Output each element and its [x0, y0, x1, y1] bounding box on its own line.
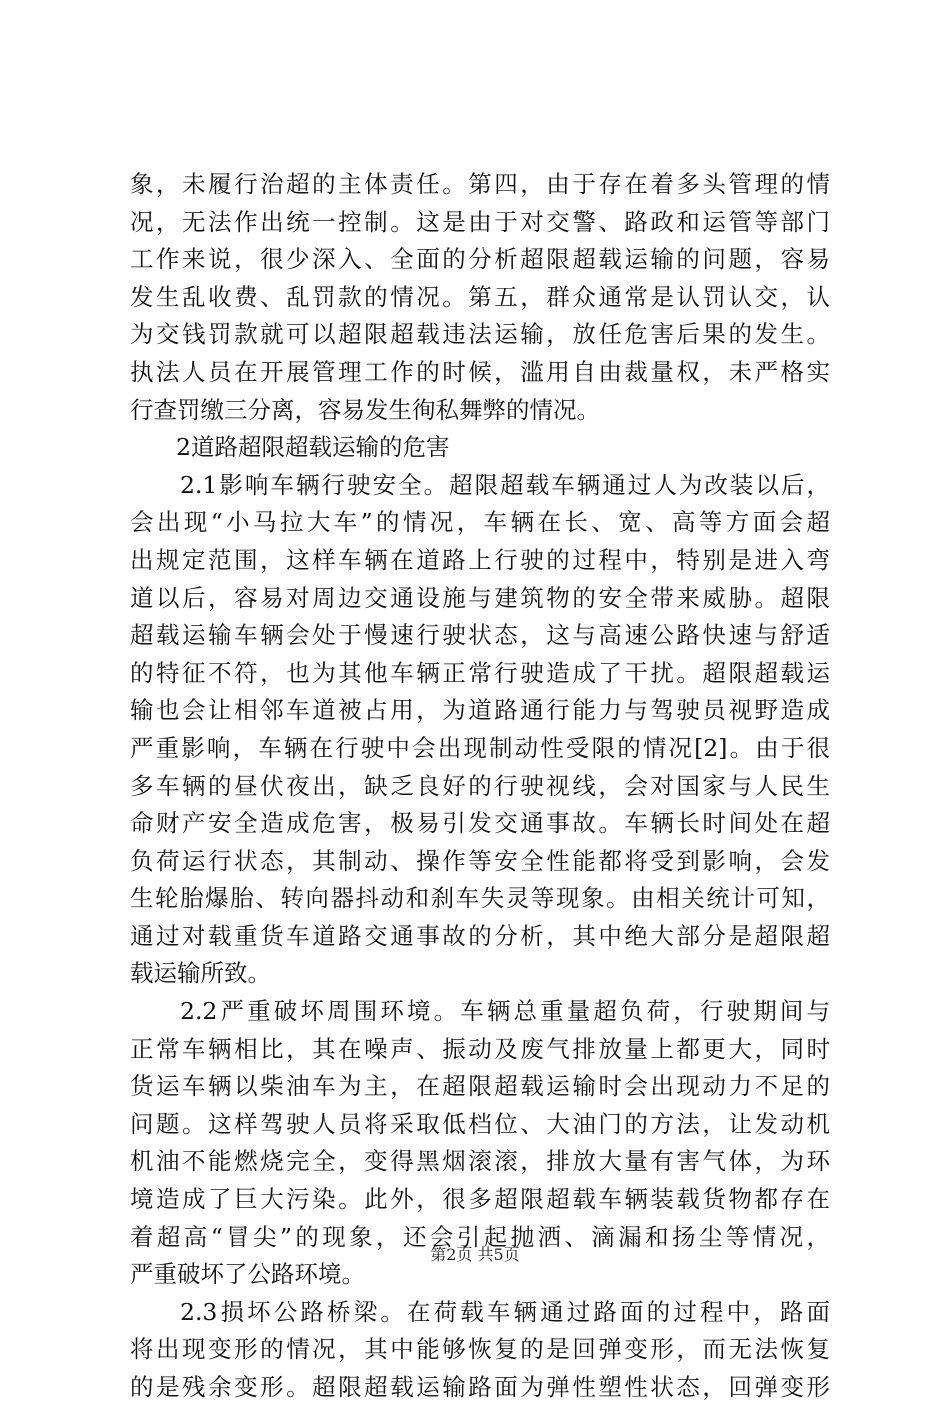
- text-line: 工作来说，很少深入、全面的分析超限超载运输的问题，容易: [130, 245, 830, 274]
- text-line: 况，无法作出统一控制。这是由于对交警、路政和运管等部门: [130, 207, 830, 236]
- text-line: 将出现变形的情况，其中能够恢复的是回弹变形，而无法恢复: [130, 1335, 830, 1364]
- text-line: 出规定范围，这样车辆在道路上行驶的过程中，特别是进入弯: [130, 545, 830, 574]
- text-line: 生轮胎爆胎、转向器抖动和刹车失灵等现象。由相关统计可知，: [130, 884, 830, 913]
- text-line: 会出现“小马拉大车”的情况，车辆在长、宽、高等方面会超: [130, 508, 830, 537]
- text-line: 超载运输车辆会处于慢速行驶状态，这与高速公路快速与舒适: [130, 621, 830, 650]
- document-body: [130, 166, 830, 1407]
- text-line: 2.3损坏公路桥梁。在荷载车辆通过路面的过程中，路面: [180, 1297, 830, 1326]
- text-line: 着超高“冒尖”的现象，还会引起抛洒、滴漏和扬尘等情况，: [130, 1222, 830, 1251]
- page-number-footer: 第2页 共5页: [430, 1245, 520, 1264]
- section-heading: 2道路超限超载运输的危害: [176, 433, 450, 462]
- text-line: 载运输所致。: [130, 959, 271, 988]
- text-line: 命财产安全造成危害，极易引发交通事故。车辆长时间处在超: [130, 809, 830, 838]
- text-line: 机油不能燃烧完全，变得黑烟滚滚，排放大量有害气体，为环: [130, 1147, 830, 1176]
- text-line: 输也会让相邻车道被占用，为道路通行能力与驾驶员视野造成: [130, 696, 830, 725]
- text-line: 道以后，容易对周边交通设施与建筑物的安全带来威胁。超限: [130, 583, 830, 612]
- text-line: 的是残余变形。超限超载运输路面为弹性塑性状态，回弹变形: [130, 1373, 830, 1401]
- text-line: 发生乱收费、乱罚款的情况。第五，群众通常是认罚认交，认: [130, 282, 830, 311]
- text-line: 负荷运行状态，其制动、操作等安全性能都将受到影响，会发: [130, 846, 830, 875]
- text-line: 2.2严重破坏周围环境。车辆总重量超负荷，行驶期间与: [180, 997, 830, 1026]
- text-line: 执法人员在开展管理工作的时候，滥用自由裁量权，未严格实: [130, 357, 830, 386]
- text-line: 境造成了巨大污染。此外，很多超限超载车辆装载货物都存在: [130, 1185, 830, 1214]
- text-line: 的特征不符，也为其他车辆正常行驶造成了干扰。超限超载运: [130, 658, 830, 687]
- text-line: 货运车辆以柴油车为主，在超限超载运输时会出现动力不足的: [130, 1072, 830, 1101]
- text-line: 2.1影响车辆行驶安全。超限超载车辆通过人为改装以后，: [180, 470, 830, 499]
- text-line: 正常车辆相比，其在噪声、振动及废气排放量上都更大，同时: [130, 1034, 830, 1063]
- text-line: 严重破坏了公路环境。: [130, 1260, 365, 1289]
- text-line: 问题。这样驾驶人员将采取低档位、大油门的方法，让发动机: [130, 1109, 830, 1138]
- text-line: 为交钱罚款就可以超限超载违法运输，放任危害后果的发生。: [130, 320, 830, 349]
- text-line: 行查罚缴三分离，容易发生徇私舞弊的情况。: [130, 395, 600, 424]
- text-line: 象，未履行治超的主体责任。第四，由于存在着多头管理的情: [130, 170, 830, 198]
- text-line: 严重影响，车辆在行驶中会出现制动性受限的情况[2]。由于很: [130, 733, 830, 762]
- text-line: 多车辆的昼伏夜出，缺乏良好的行驶视线，会对国家与人民生: [130, 771, 830, 800]
- text-line: 通过对载重货车道路交通事故的分析，其中绝大部分是超限超: [130, 921, 830, 950]
